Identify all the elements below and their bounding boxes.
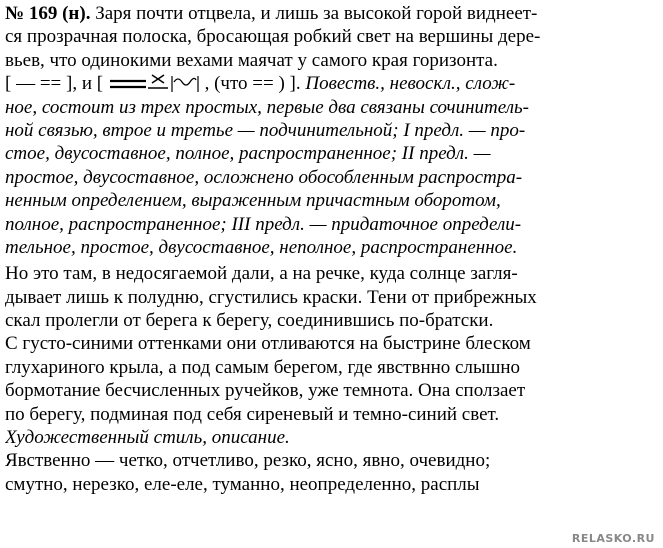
synonyms-line: смутно, нерезко, еле-еле, туманно, неопределенно, расплы: [5, 473, 480, 495]
text-line: С густо-синими оттенками они отливаются на быстрине блеском: [5, 333, 531, 355]
analysis-line: полное, распространенное; III предл. — придаточное определи-: [5, 213, 522, 235]
analysis-line: ненным определением, выраженным причастным оборотом,: [5, 190, 501, 212]
text-line: по берегу, подминая под себя сиреневый и темно-синий свет.: [5, 403, 500, 425]
style-note: Художественный стиль, описание.: [5, 427, 290, 449]
analysis-line: ное, состоит из трех простых, первые два связаны сочинитель-: [5, 96, 529, 118]
text-line: скал пролегли от берега к берегу, соединившись по-братски.: [5, 310, 494, 332]
exercise-page: [5, 2, 657, 496]
scheme-part-1: [ — == ], и [: [5, 73, 104, 95]
analysis-line: ной связью, втрое и третье — подчинительной; I предл. — про-: [5, 119, 526, 141]
text-line: дывает лишь к полудню, сгустились краски. Тени от прибрежных: [5, 286, 537, 308]
text-line: бормотание бесчисленных ручейков, уже темнота. Она сползает: [5, 380, 526, 402]
analysis-line: простое, двусоставное, осложнено обособленным распростра-: [5, 166, 523, 188]
task-text: Заря почти отцвела, и лишь за высокой горой виднеет-: [95, 3, 538, 24]
analysis-line: тельное, простое, двусоставное, неполное, распространенное.: [5, 236, 518, 258]
synonyms-line: Явственно — четко, отчетливо, резко, ясно, явно, очевидно;: [5, 450, 491, 472]
analysis-start: Повеств., невоскл., слож-: [305, 73, 516, 95]
analysis-line: стое, двусоставное, полное, распространенное; II предл. —: [5, 143, 491, 165]
text-line: Но это там, в недосягаемой дали, а на речке, куда солнце загля-: [5, 263, 518, 285]
task-line-3: вьев, что одинокими вехами маячат у самого края горизонта.: [5, 49, 498, 71]
scheme-diagram: [108, 72, 200, 94]
sentence-scheme: [5, 72, 657, 95]
watermark-logo: RELASKO.RU: [571, 532, 655, 545]
scheme-part-2: , (что == ) ].: [204, 73, 301, 95]
task-line-1: [5, 2, 657, 25]
exercise-number: № 169 (н).: [5, 3, 91, 24]
task-line-2: ся прозрачная полоска, бросающая робкий свет на вершины дере-: [5, 26, 541, 48]
text-line: глухариного крыла, а под самым берегом, где явствнно слышно: [5, 356, 521, 378]
